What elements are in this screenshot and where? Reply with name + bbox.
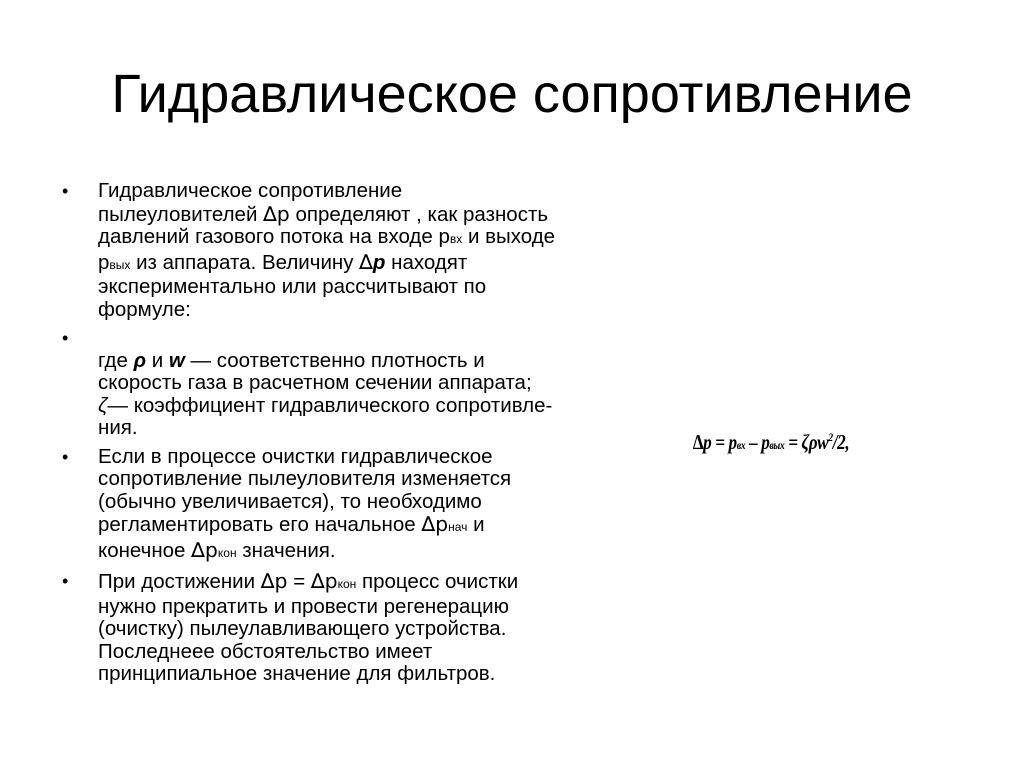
formula-lhs: ∆p = p — [693, 430, 737, 454]
text-segment: конечное — [98, 538, 192, 562]
text-segment: регламентировать его начальное — [98, 513, 422, 536]
rho-symbol: ρ — [133, 348, 147, 372]
bullet1-line2 — [98, 203, 622, 227]
bullet3-line4 — [98, 513, 622, 539]
slide-title: Гидравлическое сопротивление — [111, 64, 913, 124]
bullet2-line4: ния. — [98, 416, 138, 439]
delta-p-symbol: ∆р — [191, 537, 218, 562]
text-segment: и выходе — [462, 225, 556, 248]
bullet1-line6: формуле: — [98, 297, 191, 321]
text-segment: из аппарата. Величину — [130, 250, 360, 274]
bullet4-line2: нужно прекратить и провести регенерацию — [98, 594, 509, 618]
delta-p-symbol: ∆р — [263, 201, 290, 226]
text-segment: При достижении — [98, 570, 261, 593]
pressure-drop-formula — [693, 430, 849, 455]
delta-p-symbol: ∆р — [310, 569, 338, 593]
text-segment: и — [146, 348, 169, 372]
formula-minus: – p — [745, 430, 770, 454]
text-segment: определяют , как разность — [289, 202, 549, 226]
bullet-item-regulation — [62, 446, 622, 565]
formula-subscript-in: вх — [736, 438, 746, 452]
text-segment: значения. — [236, 538, 336, 562]
bullet4-line1 — [98, 570, 622, 596]
bullet2-line1 — [98, 350, 622, 373]
zeta-symbol: ζ — [98, 393, 108, 417]
bullet-item-regeneration — [62, 570, 622, 686]
empty-line — [98, 327, 622, 350]
subscript-in: вх — [449, 232, 463, 246]
formula-superscript: 2 — [828, 430, 833, 444]
bullet-item-variables — [62, 327, 622, 440]
bullet3-line1: Если в процессе очистки гидравлическое — [98, 444, 493, 468]
subscript-initial: нач — [448, 520, 468, 534]
bullet2-line2: скорость газа в расчетном сечении аппарата; — [98, 371, 532, 394]
bullet1-line3 — [98, 226, 622, 251]
bullet4-line5: принципиальное значение для фильтров. — [98, 662, 496, 685]
formula-tail: /2, — [832, 430, 850, 454]
bullet-item-definition — [62, 180, 622, 321]
text-segment: — коэффициент гидравлического сопротивле- — [107, 393, 553, 417]
text-segment: р — [98, 250, 110, 274]
bullet-marker-icon: • — [62, 571, 69, 591]
bullet-marker-icon: • — [62, 328, 69, 348]
text-segment: — соответственно плотность и — [184, 348, 485, 372]
text-segment: находят — [385, 250, 468, 274]
bullet-list — [62, 180, 622, 692]
bullet1-line4 — [98, 251, 622, 277]
bullet3-line2: сопротивление пылеуловителя изменяется — [98, 467, 512, 490]
bullet-marker-icon: • — [62, 181, 69, 201]
formula-subscript-out: вых — [769, 438, 785, 452]
text-segment: = — [287, 570, 311, 593]
delta-symbol: ∆ — [359, 249, 373, 274]
text-segment: и — [467, 513, 485, 536]
formula-rhs: = ζρw — [784, 430, 829, 454]
text-segment: где — [98, 348, 134, 372]
subscript-final: кон — [337, 577, 357, 591]
subscript-final: кон — [217, 545, 237, 560]
subscript-out: вых — [109, 257, 131, 272]
w-symbol: w — [168, 348, 185, 372]
text-segment: пылеуловителей — [98, 202, 264, 226]
delta-p-symbol: ∆р — [260, 569, 288, 593]
text-segment: процесс очистки — [356, 570, 519, 593]
bullet4-line4: Последнеее обстоятельство имеет — [98, 639, 433, 663]
bullet1-line1: Гидравлическое сопротивление — [98, 179, 403, 202]
bullet1-line5: экспериментально или рассчитывают по — [98, 275, 487, 298]
bullet-marker-icon: • — [62, 446, 69, 467]
bullet3-line5 — [98, 539, 622, 565]
bullet3-line3: (обычно увеличивается), то необходимо — [98, 489, 482, 513]
bullet2-line3 — [98, 395, 622, 418]
text-segment: давлений газового потока на входе р — [98, 225, 450, 248]
delta-p-symbol: ∆р — [421, 512, 449, 536]
p-symbol: р — [372, 250, 386, 274]
bullet4-line3: (очистку) пылеулавливающего устройства. — [98, 617, 507, 640]
